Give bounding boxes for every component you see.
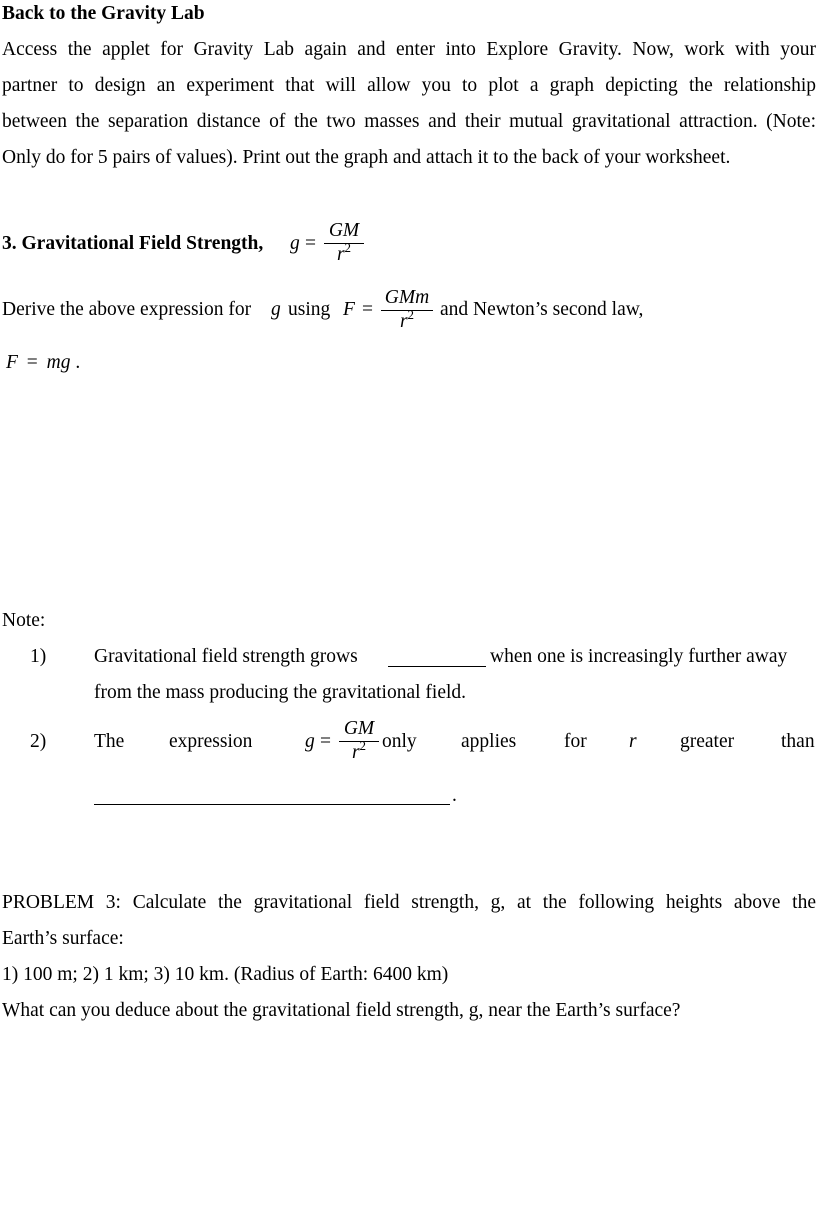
note-2-formula-exponent: 2 (359, 737, 367, 753)
note-2-word-for: for (564, 731, 587, 752)
note-2-blank[interactable] (94, 786, 450, 805)
derive-text-prefix: Derive the above expression for (2, 299, 252, 320)
note-2-formula-equals: = (320, 731, 331, 752)
problem-3-line-1: PROBLEM 3: Calculate the gravitational field strength, g, at the following heights above the (2, 892, 816, 913)
derive-formula-exponent: 2 (407, 306, 415, 322)
derive-formula-equals: = (362, 299, 373, 320)
note-2-formula-denominator: r (351, 741, 360, 763)
newton-rhs: mg (46, 352, 71, 373)
heading-formula-fraction (324, 221, 364, 264)
derive-formula-fraction (381, 288, 433, 331)
newton-second-law (6, 353, 80, 373)
note-2-end-period: . (452, 785, 457, 806)
note-1-text-after: when one is increasingly further away (490, 646, 788, 667)
derive-text-suffix: and Newton’s second law, (440, 299, 644, 320)
intro-line-1: Access the applet for Gravity Lab again and enter into Explore Gravity. Now, work with your (2, 39, 816, 60)
heading-formula-equals: = (305, 233, 316, 254)
note-2-number: 2) (30, 731, 47, 752)
newton-equals: = (26, 352, 38, 373)
note-2-word-expression: expression (169, 731, 253, 752)
newton-lhs: F (6, 352, 18, 373)
note-2-word-the: The (94, 731, 125, 752)
derive-formula-numerator: GMm (384, 287, 430, 308)
derive-var-g: g (271, 299, 281, 320)
heading-formula-lhs: g (290, 233, 300, 254)
derive-formula-lhs: F (343, 299, 355, 320)
heading-formula-numerator: GM (328, 220, 360, 241)
note-1-blank[interactable] (388, 647, 486, 667)
derive-formula-denominator: r (399, 310, 408, 332)
intro-line-4: Only do for 5 pairs of values). Print out the graph and attach it to the back of your worksheet. (2, 147, 731, 168)
newton-period: . (75, 352, 81, 373)
note-2-word-greater: greater (680, 731, 735, 752)
note-2-word-than: than (781, 731, 815, 752)
heading-formula-exponent: 2 (344, 239, 352, 255)
note-1-number: 1) (30, 646, 47, 667)
intro-line-3: between the separation distance of the two masses and their mutual gravitational attraction. (Note: (2, 111, 816, 132)
note-2-formula-numerator: GM (343, 718, 375, 739)
note-2-word-applies: applies (461, 731, 517, 752)
note-2-word-only: only (382, 731, 417, 752)
intro-line-2: partner to design an experiment that will allow you to plot a graph depicting the relationship (2, 75, 816, 96)
derive-using: using (288, 299, 331, 320)
note-2-formula-fraction (339, 719, 379, 762)
note-1-text-before: Gravitational field strength grows (94, 646, 358, 667)
problem-3-line-3: 1) 100 m; 2) 1 km; 3) 10 km. (Radius of Earth: 6400 km) (2, 964, 449, 985)
note-label: Note: (2, 610, 46, 631)
note-1-line-2: from the mass producing the gravitational field. (94, 682, 467, 703)
problem-3-line-4: What can you deduce about the gravitational field strength, g, near the Earth’s surface? (2, 1000, 681, 1021)
heading-formula-denominator: r (336, 243, 345, 265)
section-title: Back to the Gravity Lab (2, 3, 205, 24)
problem-3-line-2: Earth’s surface: (2, 928, 124, 949)
note-2-formula-lhs: g (305, 731, 315, 752)
heading-gravitational-field-strength: 3. Gravitational Field Strength, (2, 233, 264, 254)
note-2-var-r: r (629, 731, 637, 752)
